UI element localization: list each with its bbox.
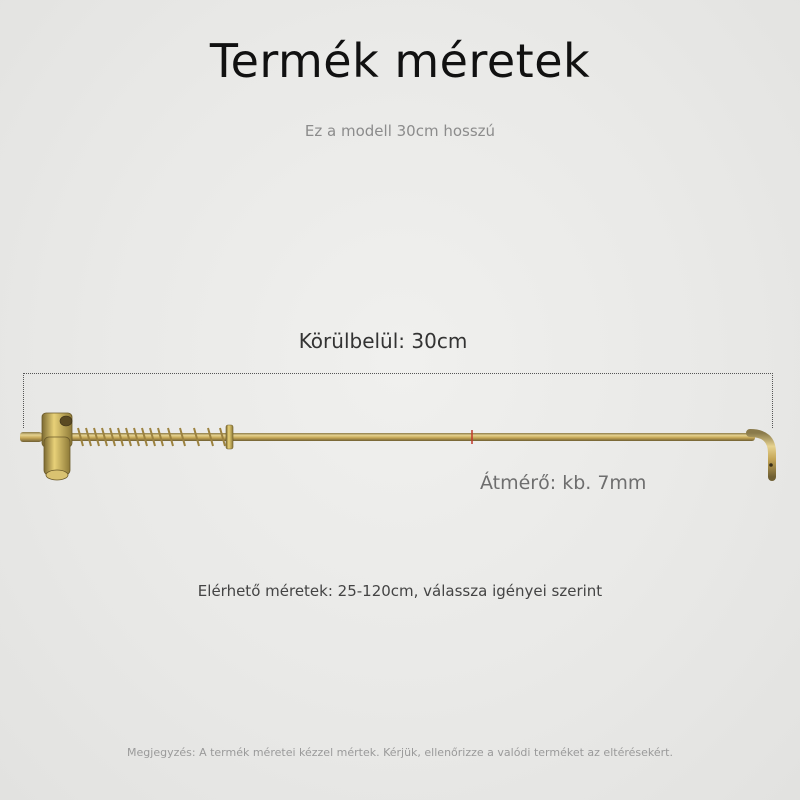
footer-note: Megjegyzés: A termék méretei kézzel mértek. Kérjük, ellenőrizze a valódi terméket az eltérésekért. bbox=[127, 746, 673, 759]
page-title: Termék méretek bbox=[209, 34, 591, 88]
pin-end bbox=[46, 470, 68, 480]
length-label: Körülbelül: 30cm bbox=[298, 329, 468, 353]
rod-shaft bbox=[30, 433, 755, 441]
available-sizes-text: Elérhető méretek: 25-120cm, válassza igényei szerint bbox=[197, 582, 603, 600]
rod-block-pin bbox=[44, 437, 70, 475]
page-subtitle: Ez a modell 30cm hosszú bbox=[304, 122, 496, 140]
hook-hole bbox=[769, 463, 773, 467]
block-hole bbox=[60, 416, 72, 426]
rod-washer bbox=[226, 425, 233, 449]
rod-tip bbox=[20, 432, 42, 442]
diameter-label: Átmérő: kb. 7mm bbox=[480, 472, 647, 494]
rod-image bbox=[0, 395, 800, 505]
